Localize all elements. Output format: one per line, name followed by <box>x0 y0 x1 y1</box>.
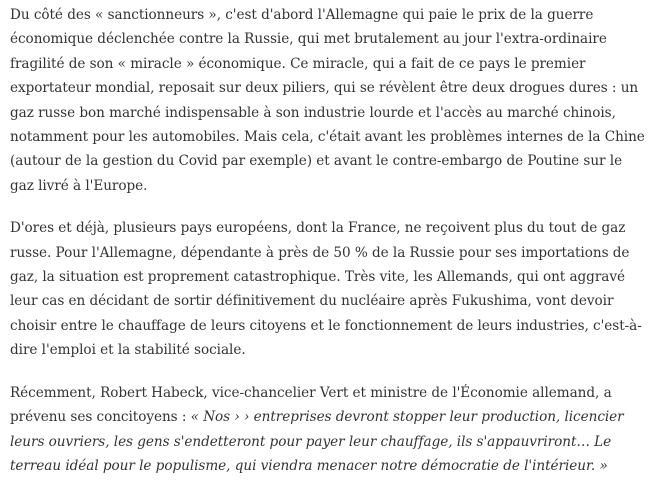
habeck-quote: « Nos › › entreprises devront stopper leur production, licencier leurs ouvriers, les gens s'endetteront pour payer leur chauffage, ils s'appauvriront… Le terreau idéal pour le populisme, qui viendra menacer notre démocratie de l'intérieur. » <box>10 409 624 474</box>
paragraph-habeck <box>10 381 646 479</box>
paragraph-gaz-russe: D'ores et déjà, plusieurs pays européens, dont la France, ne reçoivent plus du tout de gaz russe. Pour l'Allemagne, dépendante à près de 50 % de la Russie pour ses importations de gaz, la situation est proprement catastrophique. Très vite, les Allemands, qui ont aggravé leur cas en décidant de sortir définitivement du nucléaire après Fukushima, vont devoir choisir entre le chauffage de leurs citoyens et le fonctionnement de leurs industries, c'est-à-dire l'emploi et la stabilité sociale. <box>10 220 642 359</box>
paragraph-habeck-intro: Récemment, Robert Habeck, vice-chancelier Vert et ministre de l'Économie allemand, a prévenu ses concitoyens : <box>10 384 612 426</box>
paragraph-sanctionneurs: Du côté des « sanctionneurs », c'est d'abord l'Allemagne qui paie le prix de la guerre économique déclenchée contre la Russie, qui met brutalement au jour l'extra-ordinaire fragilité de son « miracle » économique. Ce miracle, qui a fait de ce pays le premier exportateur mondial, reposait sur deux piliers, qui se révèlent être deux drogues dures : un gaz russe bon marché indispensable à son industrie lourde et l'accès au marché chinois, notamment pour les automobiles. Mais cela, c'était avant les problèmes internes de la Chine (autour de la gestion du Covid par exemple) et avant le contre-embargo de Poutine sur le gaz livré à l'Europe. <box>10 7 645 194</box>
article-body <box>10 0 646 496</box>
